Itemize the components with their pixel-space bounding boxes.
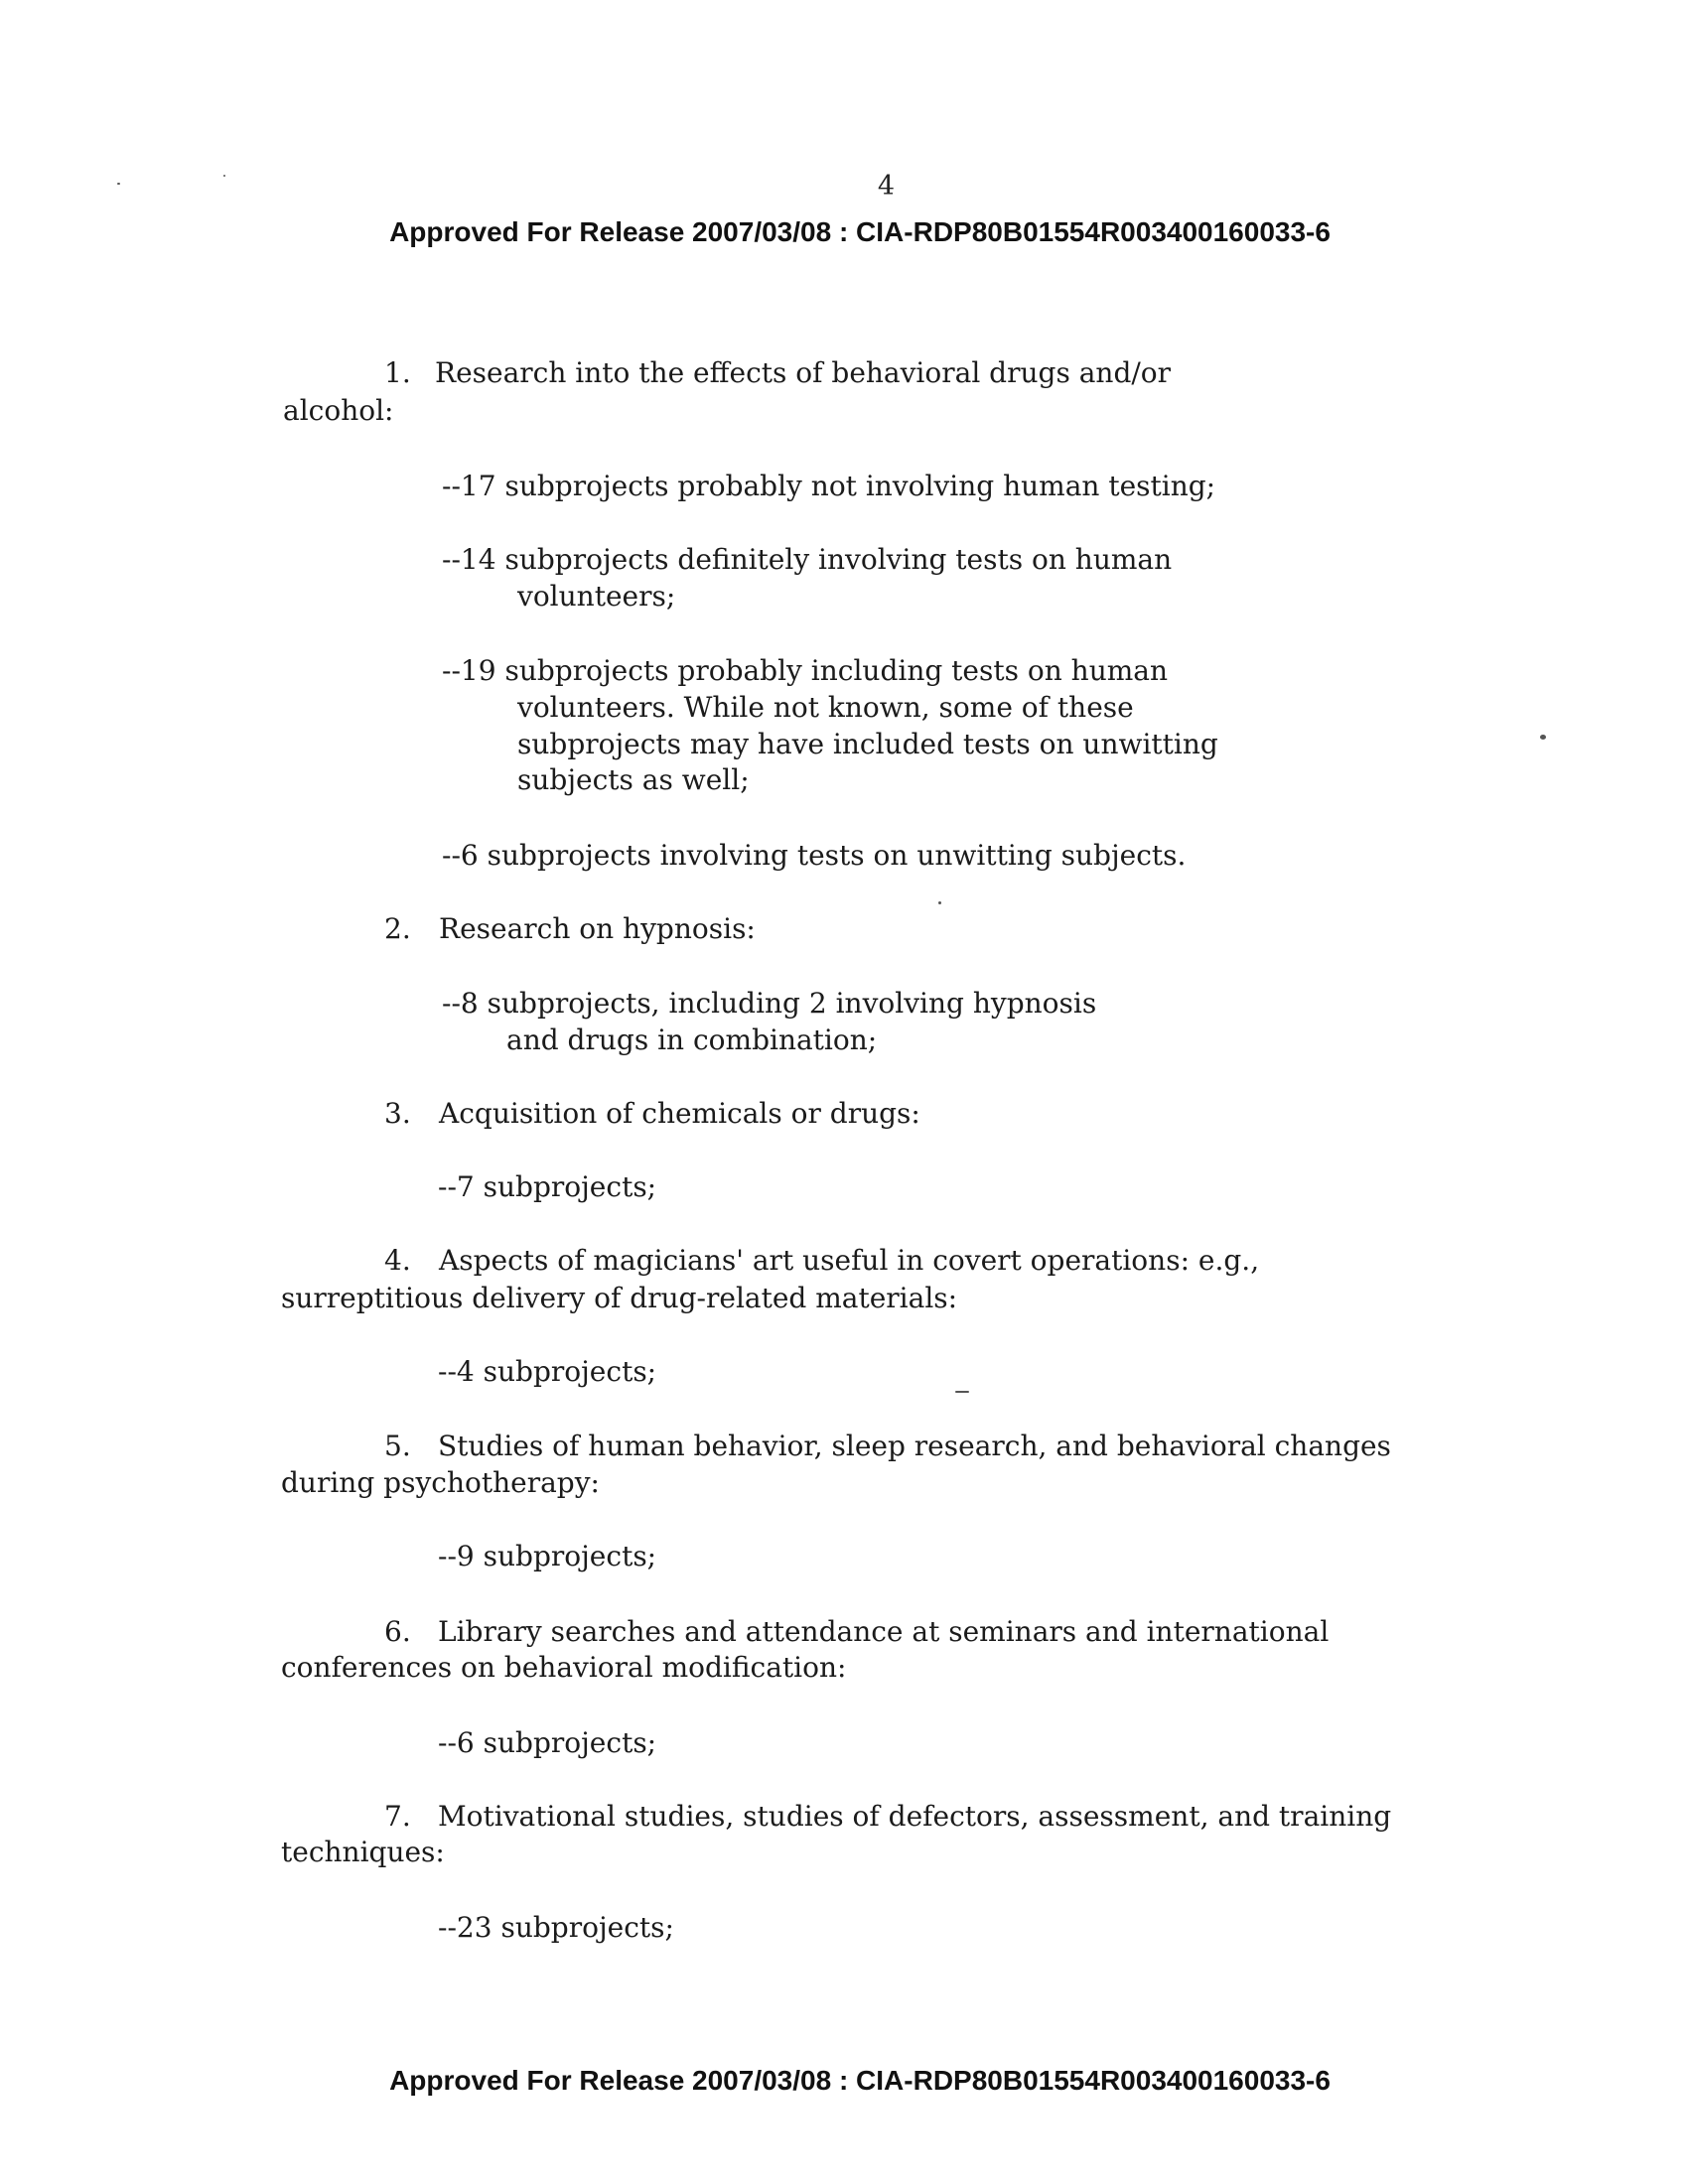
- item-7-number: 7.: [384, 1800, 411, 1833]
- scan-speck: [223, 175, 225, 177]
- item-1-subitem-2: --14 subprojects definitely involving tests on human: [442, 543, 1173, 576]
- item-2-subitem-1: --8 subprojects, including 2 involving hypnosis: [442, 987, 1097, 1020]
- item-1-heading-cont: alcohol:: [283, 394, 394, 427]
- item-2-number: 2.: [384, 912, 411, 945]
- release-footer: Approved For Release 2007/03/08 : CIA-RDP80B01554R003400160033-6: [389, 2065, 1331, 2096]
- item-3-heading: Acquisition of chemicals or drugs:: [439, 1097, 920, 1130]
- item-3-subitem-1: --7 subprojects;: [438, 1170, 657, 1203]
- item-1-subitem-3-cont: volunteers. While not known, some of these: [517, 691, 1134, 724]
- item-5-heading-cont: during psychotherapy:: [281, 1466, 600, 1499]
- item-1-subitem-3: --19 subprojects probably including tests on human: [442, 654, 1169, 687]
- item-1-subitem-3-cont: subprojects may have included tests on unwitting: [517, 728, 1218, 760]
- item-1-heading: Research into the effects of behavioral drugs and/or: [435, 356, 1172, 389]
- item-7-heading-cont: techniques:: [281, 1836, 445, 1868]
- item-5-number: 5.: [384, 1430, 411, 1462]
- release-header: Approved For Release 2007/03/08 : CIA-RDP80B01554R003400160033-6: [389, 216, 1331, 247]
- item-2-heading: Research on hypnosis:: [439, 912, 756, 945]
- scan-speck: [955, 1391, 969, 1393]
- item-1-number: 1.: [384, 356, 411, 389]
- item-1-subitem-1: --17 subprojects probably not involving human testing;: [442, 470, 1216, 502]
- item-4-heading: Aspects of magicians' art useful in covert operations: e.g.,: [439, 1244, 1260, 1277]
- scan-speck: [117, 183, 120, 185]
- item-5-subitem-1: --9 subprojects;: [438, 1540, 657, 1572]
- item-4-number: 4.: [384, 1244, 411, 1277]
- item-7-subitem-1: --23 subprojects;: [438, 1911, 674, 1944]
- item-1-subitem-2-cont: volunteers;: [517, 580, 676, 613]
- item-6-heading-cont: conferences on behavioral modification:: [281, 1651, 847, 1684]
- item-4-subitem-1: --4 subprojects;: [438, 1355, 657, 1388]
- item-1-subitem-3-cont: subjects as well;: [517, 763, 750, 796]
- page-number: 4: [877, 171, 896, 202]
- item-4-heading-cont: surreptitious delivery of drug-related materials:: [281, 1282, 958, 1314]
- item-3-number: 3.: [384, 1097, 411, 1130]
- item-6-subitem-1: --6 subprojects;: [438, 1726, 657, 1759]
- item-5-heading: Studies of human behavior, sleep research, and behavioral changes: [438, 1430, 1391, 1462]
- item-6-number: 6.: [384, 1615, 411, 1648]
- item-6-heading: Library searches and attendance at seminars and international: [438, 1615, 1330, 1648]
- scan-speck: [938, 901, 941, 904]
- item-1-subitem-4: --6 subprojects involving tests on unwitting subjects.: [442, 839, 1187, 872]
- item-7-heading: Motivational studies, studies of defectors, assessment, and training: [438, 1800, 1392, 1833]
- item-2-subitem-1-cont: and drugs in combination;: [506, 1024, 878, 1056]
- scan-speck: [1540, 735, 1546, 740]
